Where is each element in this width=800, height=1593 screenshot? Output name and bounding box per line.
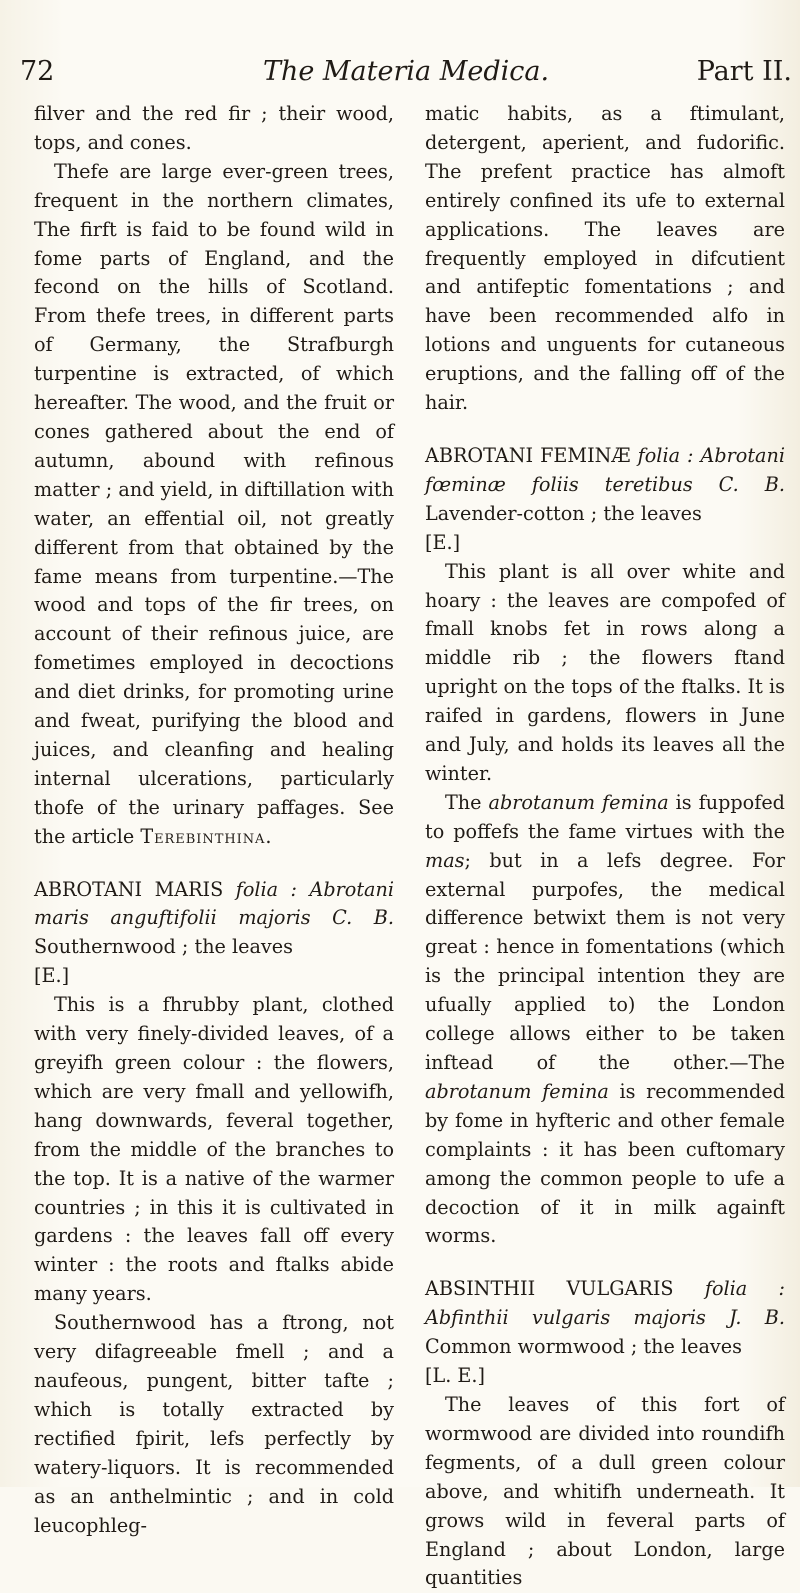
entry-title-italic: folia :	[235, 877, 298, 901]
page-header	[20, 56, 792, 96]
part-label: Part II.	[696, 56, 792, 87]
left-column	[34, 100, 394, 1540]
entry-synonym: Abrotani maris anguftifolii majoris C. B.	[34, 877, 394, 930]
paragraph	[34, 158, 394, 852]
paragraph: Southernwood has a ftrong, not very difagreeable fmell ; and a naufeous, pungent, bitter tafte ; which is totally extracted by rectified fpirit, lefs perfectly by watery-liquors. It is recommended as an anthelmintic ; and in cold leucophleg-	[34, 1311, 394, 1537]
italic-term: mas	[425, 848, 465, 872]
paragraph: This plant is all over white and hoary : the leaves are compofed of fmall knobs fet in rows along a middle rib ; the flowers ftand upright on the tops of the ftalks. It is raifed in gardens, flowers in June and July, and holds its leaves all the winter.	[425, 559, 785, 785]
spacer	[425, 418, 785, 442]
entry-title-italic: folia :	[704, 1277, 785, 1301]
entry-title: ABROTANI MARIS	[34, 877, 224, 901]
paragraph: matic habits, as a ftimulant, detergent, aperient, and fudorific. The prefent practice has almoft entirely confined its ufe to external applications. The leaves are frequently employed in difcutient and antifeptic fomentations ; and have been recommended alfo in lotions and unguents for cutaneous eruptions, and the falling off of the hair.	[425, 102, 785, 415]
paragraph: The leaves of this fort of wormwood are divided into roundifh fegments, of a dull green colour above, and whitifh underneath. It grows wild in feveral parts of England ; about London, large quantities	[425, 1392, 785, 1590]
entry-title: ABROTANI FEMINÆ	[425, 443, 631, 467]
paragraph: filver and the red fir ; their wood, tops, and cones.	[34, 102, 394, 154]
paragraph-text: is fuppofed to poffefs the fame virtues with the	[425, 790, 785, 843]
right-column	[425, 100, 785, 1593]
paragraph: This is a fhrubby plant, clothed with very finely-divided leaves, of a greyifh green colour : the flowers, which are very fmall and yellowifh, hang downwards, feveral together, from the middle of the branches to the top. It is a native of the warmer countries ; in this it is cultivated in gardens : the leaves fall off every winter : the roots and ftalks abide many years.	[34, 993, 394, 1306]
paragraph-text: The	[445, 790, 482, 814]
spacer	[425, 1251, 785, 1275]
running-title: The Materia Medica.	[262, 56, 550, 87]
entry-common-name: Lavender-cotton ; the leaves	[425, 501, 702, 525]
entry-common-name: Southernwood ; the leaves	[34, 935, 293, 959]
entry-synonym: Abrotani fœminæ foliis teretibus C. B.	[425, 443, 785, 496]
entry-heading	[425, 442, 785, 558]
italic-term: abrotanum femina	[425, 1079, 609, 1103]
cross-reference: Terebinthina.	[140, 824, 273, 848]
page-number: 72	[20, 56, 55, 87]
spacer	[34, 852, 394, 876]
entry-reference: [E.]	[34, 964, 70, 988]
entry-reference: [L. E.]	[425, 1364, 486, 1388]
entry-reference: [E.]	[425, 530, 461, 554]
entry-heading	[425, 1275, 785, 1391]
entry-synonym: Abfinthii vulgaris majoris J. B.	[425, 1306, 785, 1330]
entry-title: ABSINTHII VULGARIS	[425, 1277, 674, 1301]
entry-heading	[34, 876, 394, 992]
entry-common-name: Common wormwood ; the leaves	[425, 1335, 742, 1359]
paragraph-text: Thefe are large ever-green trees, frequent in the northern climates, The firft is faid to be found wild in fome parts of England, and the fecond on the hills of Scotland. From thefe trees, in different parts of Germany, the Strafburgh turpentine is extracted, of which hereafter. The wood, and the fruit or cones gathered about the end of autumn, abound with refinous matter ; and yield, in diftillation with water, an effential oil, not greatly different from that obtained by the fame means from turpentine.—The wood and tops of the fir trees, on account of their refinous juice, are fometimes employed in decoctions and diet drinks, for promoting urine and fweat, purifying the blood and juices, and cleanfing and healing internal ulcerations, particularly thofe of the urinary paffages. See the article	[34, 159, 394, 848]
entry-title-italic: folia :	[637, 443, 694, 467]
paragraph-text: is recommended by fome in hyfteric and other female complaints : it has been cuftomary among the common people to ufe a decoction of it in milk againft worms.	[425, 1079, 785, 1248]
paragraph-text: ; but in a lefs degree. For external purpofes, the medical difference betwixt them is not very great : hence in fomentations (which is the principal intention they are ufually applied to) the London college allows either to be taken inftead of the other.—The	[425, 848, 785, 1074]
paragraph	[425, 789, 785, 1252]
italic-term: abrotanum femina	[488, 790, 669, 814]
